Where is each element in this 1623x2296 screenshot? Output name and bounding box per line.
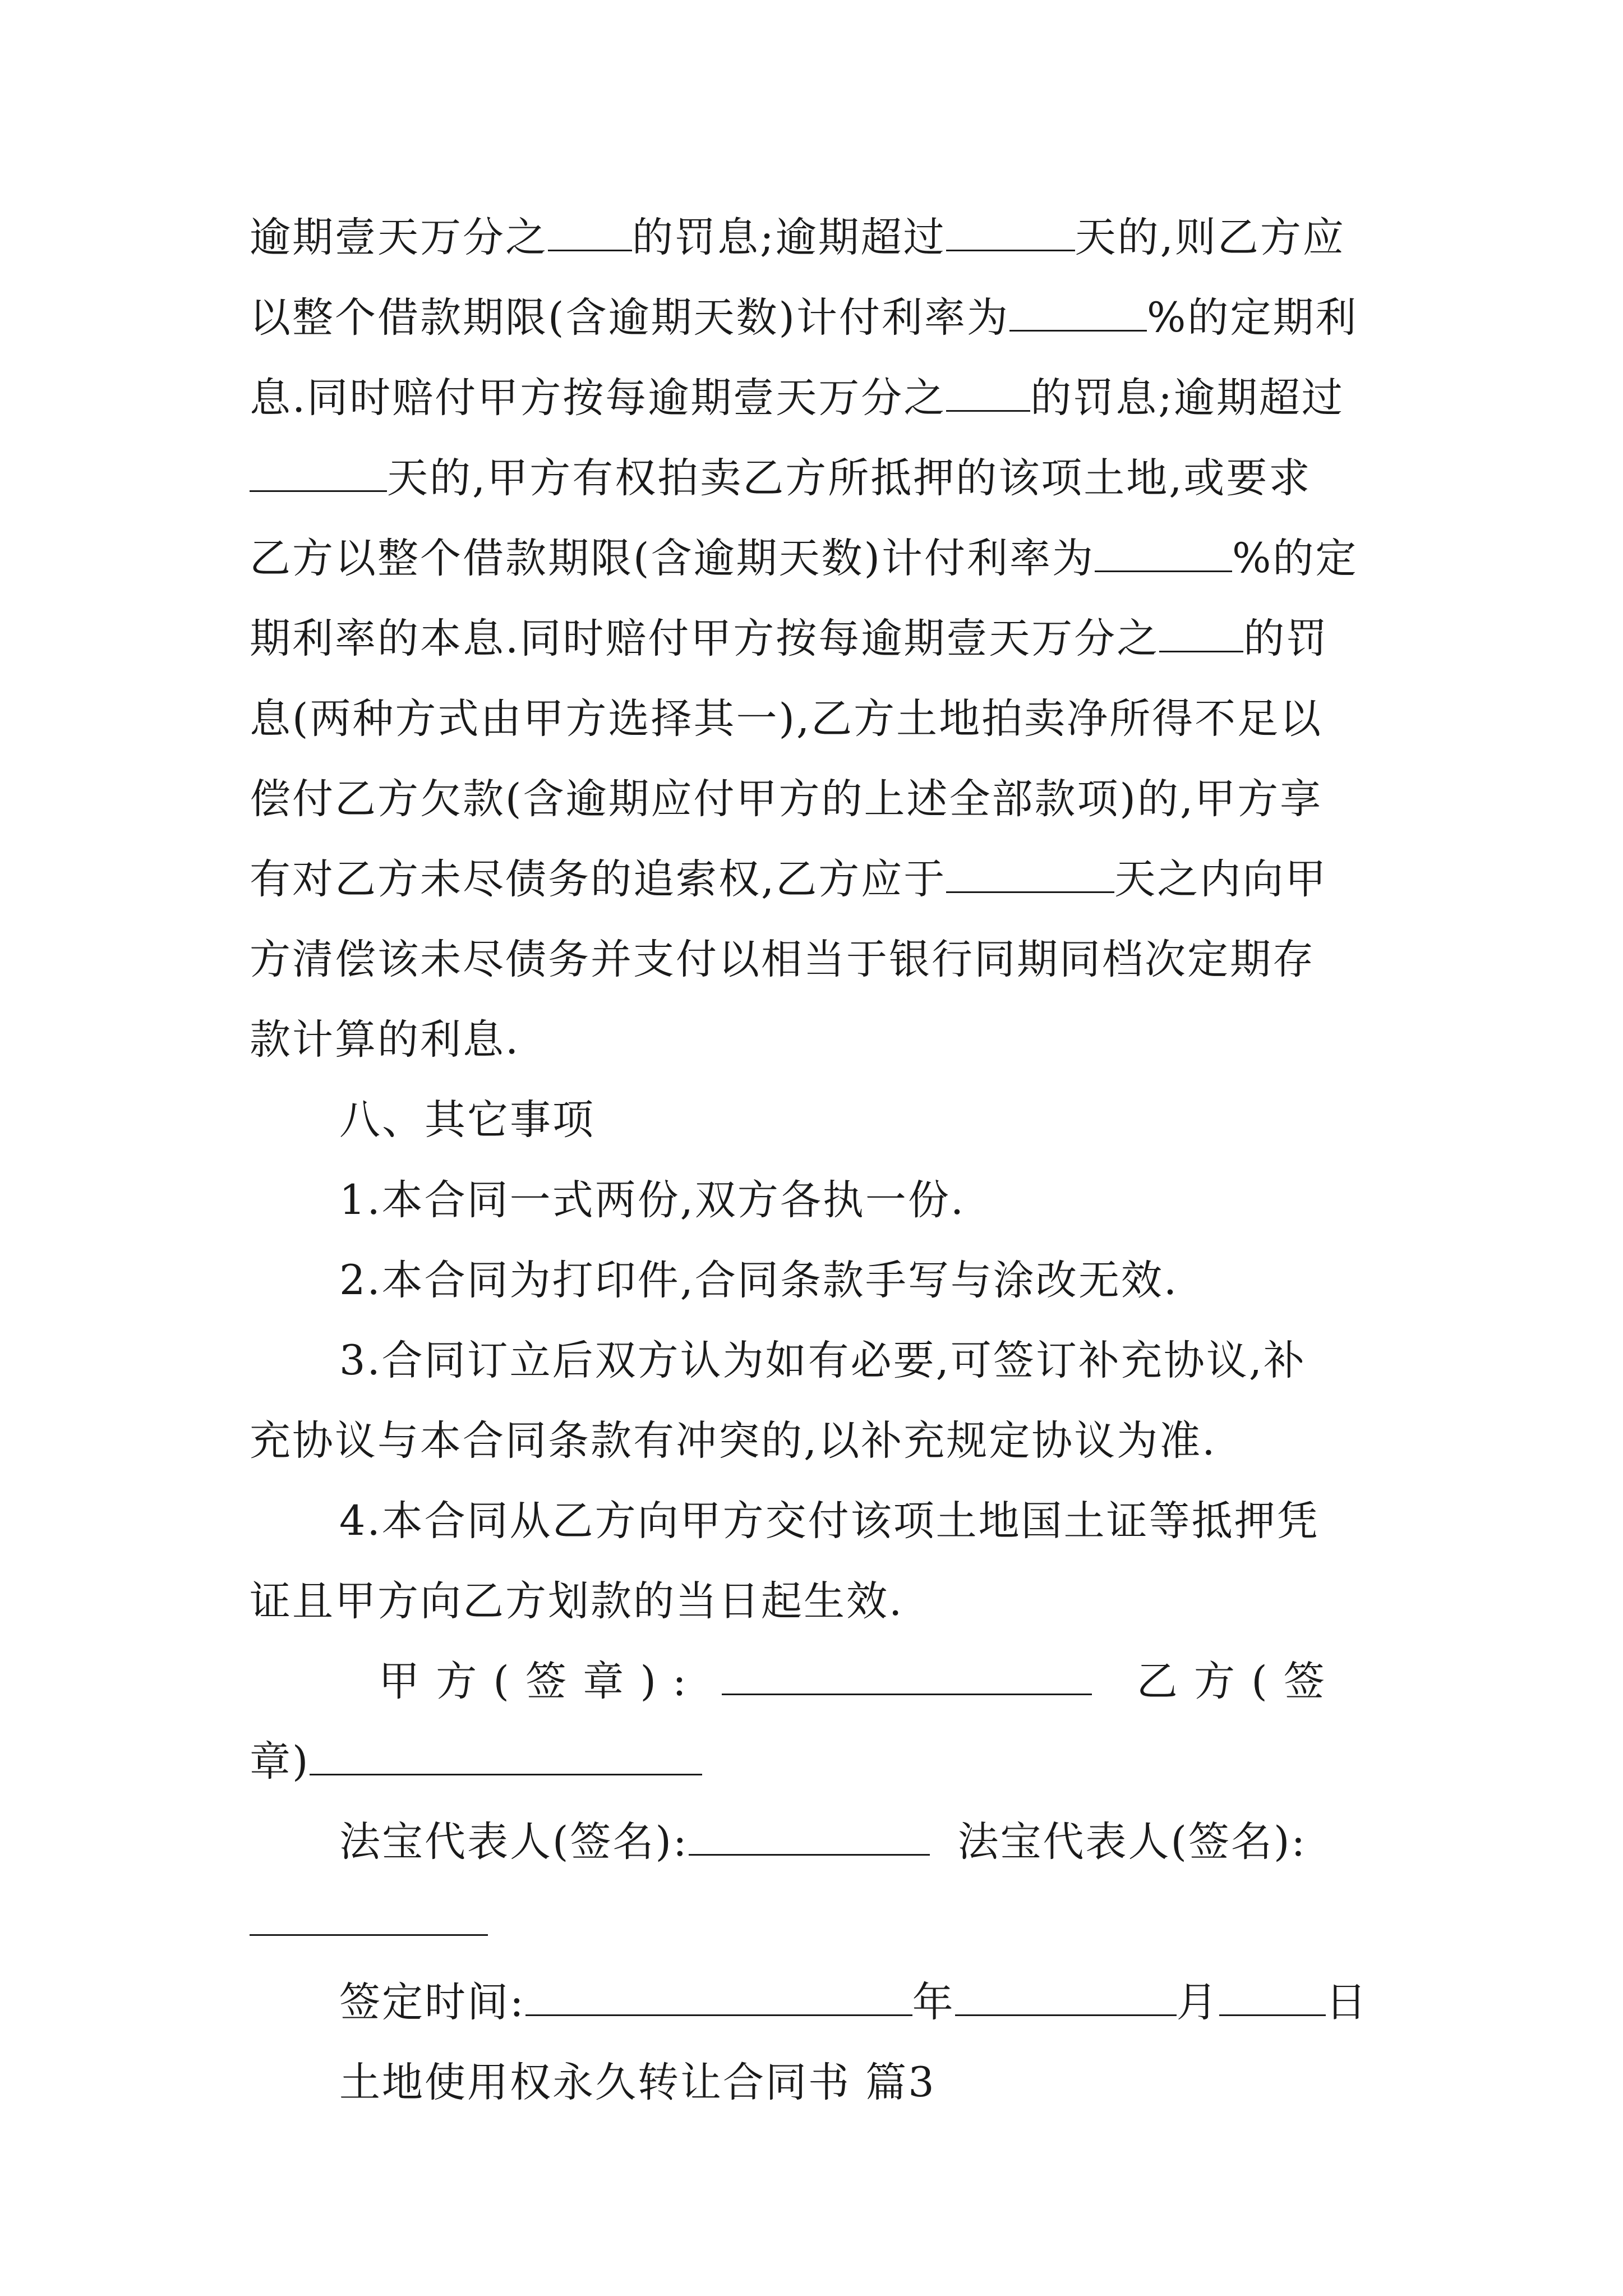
text-segment: 天之内向甲	[1114, 855, 1328, 903]
party-b-signature-label: 乙 方 ( 签	[1136, 1658, 1326, 1705]
text-segment: 以整个借款期限(含逾期天数)计付利率为	[250, 294, 1009, 342]
fill-blank	[1095, 537, 1232, 572]
year-blank	[525, 1981, 912, 2016]
text-line	[250, 197, 1377, 278]
text-line: 方清偿该未尽债务并支付以相当于银行同期同档次定期存	[250, 936, 1315, 983]
text-segment: 乙方以整个借款期限(含逾期天数)计付利率为	[250, 535, 1095, 582]
day-label: 日	[1325, 1978, 1368, 2026]
text-segment: 天的,甲方有权拍卖乙方所抵押的该项土地,或要求	[387, 454, 1312, 502]
next-contract-title	[250, 2042, 1377, 2123]
party-a-signature-blank	[722, 1660, 1092, 1695]
representative-row	[250, 1802, 1377, 1882]
fill-blank	[250, 457, 387, 492]
party-a-signature-label: 甲 方 ( 签 章 ) :	[379, 1658, 688, 1705]
fill-blank	[548, 216, 632, 251]
text-segment: 有对乙方未尽债务的追索权,乙方应于	[250, 855, 947, 903]
fill-blank	[1009, 296, 1147, 332]
party-signature-row-cont	[250, 1722, 1377, 1802]
text-segment: 逾期壹天万分之	[250, 214, 548, 261]
party-b-signature-label-cont: 章)	[250, 1738, 310, 1786]
signature-section	[250, 1641, 1377, 2042]
text-line	[250, 518, 1377, 599]
date-row	[250, 1962, 1377, 2042]
other-matters-section	[250, 1080, 1377, 1641]
text-line: 款计算的利息.	[250, 1016, 520, 1064]
contract-body	[250, 197, 1377, 2123]
next-title: 土地使用权永久转让合同书 篇3	[339, 2059, 936, 2106]
clause-4-line1: 4.本合同从乙方向甲方交付该项土地国土证等抵押凭	[339, 1497, 1320, 1545]
representative-row-cont	[250, 1882, 1377, 1962]
rep-b-blank	[250, 1901, 488, 1936]
text-line: 息(两种方式由甲方选择其一),乙方土地拍卖净所得不足以	[250, 695, 1323, 743]
text-segment: 的罚	[1243, 615, 1329, 662]
text-segment: %的定期利	[1146, 294, 1358, 342]
text-segment: %的定	[1232, 535, 1358, 582]
fill-blank	[1159, 617, 1243, 652]
clause-3-line1: 3.合同订立后双方认为如有必要,可签订补充协议,补	[339, 1337, 1307, 1384]
party-signature-row	[250, 1641, 1377, 1722]
rep-a-label: 法宝代表人(签名):	[339, 1818, 689, 1866]
date-label: 签定时间:	[339, 1978, 525, 2026]
text-line	[250, 278, 1377, 358]
party-b-signature-blank	[310, 1740, 702, 1775]
text-line	[250, 599, 1377, 679]
fill-blank	[946, 376, 1030, 412]
penalty-paragraph	[250, 197, 1377, 1080]
text-segment: 的罚息;逾期超过	[1030, 374, 1344, 422]
text-line	[250, 358, 1377, 438]
clause-4-line2: 证且甲方向乙方划款的当日起生效.	[250, 1577, 904, 1625]
clause-3-line2: 充协议与本合同条款有冲突的,以补充规定协议为准.	[250, 1417, 1217, 1465]
text-segment: 天的,则乙方应	[1075, 214, 1345, 261]
clause-1: 1.本合同一式两份,双方各执一份.	[339, 1176, 966, 1224]
rep-a-blank	[689, 1820, 930, 1856]
section-heading: 八、其它事项	[339, 1096, 595, 1144]
clause-2: 2.本合同为打印件,合同条款手写与涂改无效.	[339, 1257, 1179, 1304]
text-segment: 息.同时赔付甲方按每逾期壹天万分之	[250, 374, 947, 422]
text-line	[250, 438, 1377, 518]
text-line: 偿付乙方欠款(含逾期应付甲方的上述全部款项)的,甲方享	[250, 775, 1323, 823]
fill-blank	[946, 858, 1114, 893]
month-blank	[955, 1981, 1177, 2016]
fill-blank	[946, 216, 1075, 251]
year-label: 年	[912, 1978, 955, 2026]
text-segment: 的罚息;逾期超过	[632, 214, 946, 261]
day-blank	[1219, 1981, 1326, 2016]
rep-b-label: 法宝代表人(签名):	[957, 1818, 1307, 1866]
text-line	[250, 839, 1377, 919]
text-segment: 期利率的本息.同时赔付甲方按每逾期壹天万分之	[250, 615, 1160, 662]
month-label: 月	[1176, 1978, 1219, 2026]
